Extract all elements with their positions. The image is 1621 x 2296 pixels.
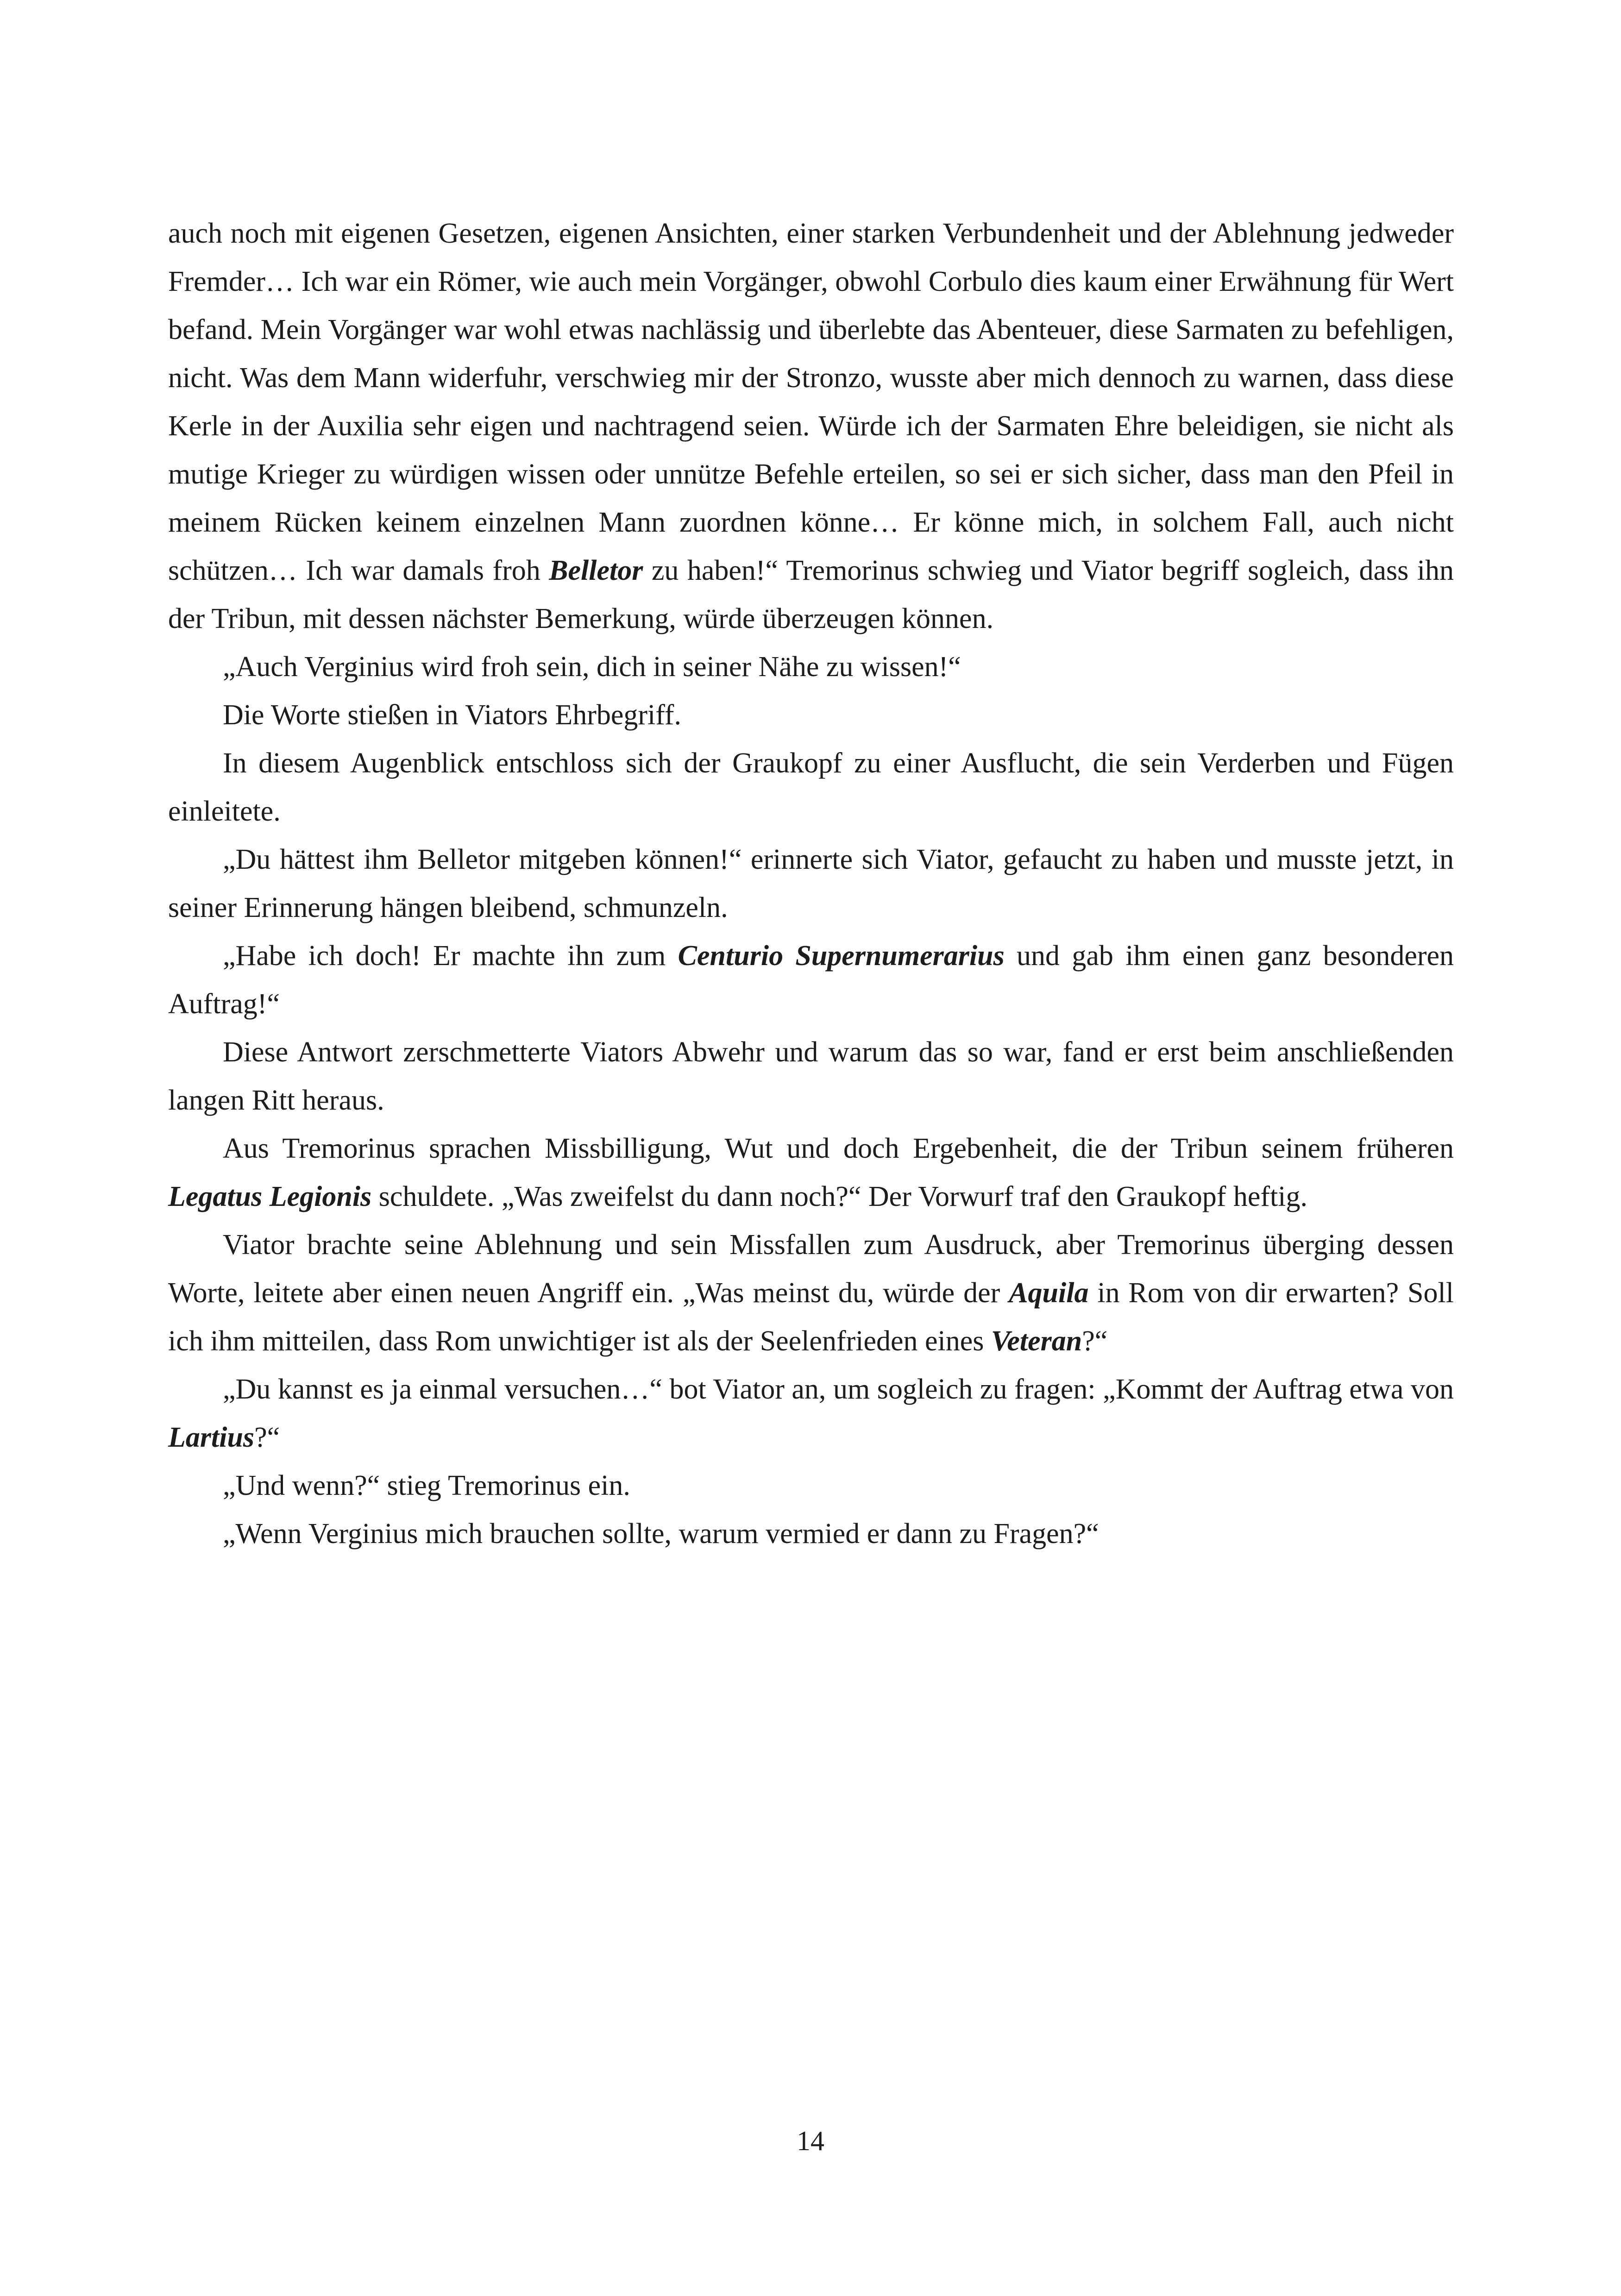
body-text: „Du hättest ihm Belletor mitgeben können!“ erinnerte sich Viator, gefaucht zu haben und musste jetzt, in seiner Erinnerung hängen bleibend, schmunzeln. bbox=[168, 844, 1454, 923]
body-text: ?“ bbox=[1082, 1325, 1108, 1357]
body-text: In diesem Augenblick entschloss sich der Graukopf zu einer Ausflucht, die sein Verderben und Fügen einleitete. bbox=[168, 747, 1454, 827]
paragraph bbox=[168, 1028, 1454, 1124]
emphasis-text: Veteran bbox=[991, 1325, 1082, 1357]
body-text: „Habe ich doch! Er machte ihn zum bbox=[223, 940, 678, 972]
paragraph bbox=[168, 691, 1454, 739]
paragraph bbox=[168, 209, 1454, 643]
body-text: Aus Tremorinus sprachen Missbilligung, Wut und doch Ergebenheit, die der Tribun seinem früheren bbox=[223, 1133, 1454, 1164]
paragraph bbox=[168, 1365, 1454, 1462]
body-text: Die Worte stießen in Viators Ehrbegriff. bbox=[223, 699, 681, 731]
paragraph bbox=[168, 1510, 1454, 1558]
emphasis-text: Lartius bbox=[168, 1422, 255, 1453]
body-text: „Und wenn?“ stieg Tremorinus ein. bbox=[223, 1470, 630, 1501]
body-text: Diese Antwort zerschmetterte Viators Abwehr und warum das so war, fand er erst beim anschließenden langen Ritt heraus. bbox=[168, 1036, 1454, 1116]
emphasis-text: Centurio Supernumerarius bbox=[678, 940, 1005, 972]
paragraph bbox=[168, 835, 1454, 932]
paragraph bbox=[168, 1124, 1454, 1221]
body-text: zu haben!“ Tremorinus schwieg und Viator begriff sogleich, dass ihn der Tribun, mit dessen nächster Bemerkung, würde überzeugen können. bbox=[168, 555, 1454, 634]
paragraph bbox=[168, 643, 1454, 691]
page-text bbox=[168, 209, 1454, 1558]
body-text: Viator brachte seine Ablehnung und sein Missfallen zum Ausdruck, aber Tremorinus überging dessen Worte, leitete aber einen neuen Angriff ein. „Was meinst du, würde der bbox=[168, 1229, 1454, 1309]
paragraph bbox=[168, 932, 1454, 1028]
paragraph bbox=[168, 739, 1454, 835]
emphasis-text: Legatus Legionis bbox=[168, 1181, 372, 1212]
body-text: „Du kannst es ja einmal versuchen…“ bot Viator an, um sogleich zu fragen: „Kommt der Auftrag etwa von bbox=[223, 1374, 1454, 1405]
body-text: „Wenn Verginius mich brauchen sollte, warum vermied er dann zu Fragen?“ bbox=[223, 1518, 1099, 1549]
emphasis-text: Belletor bbox=[549, 555, 643, 586]
emphasis-text: Aquila bbox=[1009, 1277, 1089, 1309]
paragraph bbox=[168, 1221, 1454, 1365]
body-text: schuldete. „Was zweifelst du dann noch?“ Der Vorwurf traf den Graukopf heftig. bbox=[371, 1181, 1307, 1212]
body-text: und gab ihm einen ganz besonderen Auftrag!“ bbox=[168, 940, 1454, 1020]
body-text: „Auch Verginius wird froh sein, dich in seiner Nähe zu wissen!“ bbox=[223, 651, 961, 683]
body-text: ?“ bbox=[254, 1422, 280, 1453]
page-number: 14 bbox=[797, 2126, 824, 2156]
body-text: in Rom von dir erwarten? Soll ich ihm mitteilen, dass Rom unwichtiger ist als der Seelenfrieden eines bbox=[168, 1277, 1454, 1357]
paragraph bbox=[168, 1462, 1454, 1510]
body-text: auch noch mit eigenen Gesetzen, eigenen Ansichten, einer starken Verbundenheit und der Ablehnung jedweder Fremder… Ich war ein Römer, wie auch mein Vorgänger, obwohl Corbulo dies kaum einer Erwähnung für Wert befand. Mein Vorgänger war wohl etwas nachlässig und überlebte das Abenteuer, diese Sarmaten zu befehligen, nicht. Was dem Mann widerfuhr, verschwieg mir der Stronzo, wusste aber mich dennoch zu warnen, dass diese Kerle in der Auxilia sehr eigen und nachtragend seien. Würde ich der Sarmaten Ehre beleidigen, sie nicht als mutige Krieger zu würdigen wissen oder unnütze Befehle erteilen, so sei er sich sicher, dass man den Pfeil in meinem Rücken keinem einzelnen Mann zuordnen könne… Er könne mich, in solchem Fall, auch nicht schützen… Ich war damals froh bbox=[168, 218, 1454, 586]
